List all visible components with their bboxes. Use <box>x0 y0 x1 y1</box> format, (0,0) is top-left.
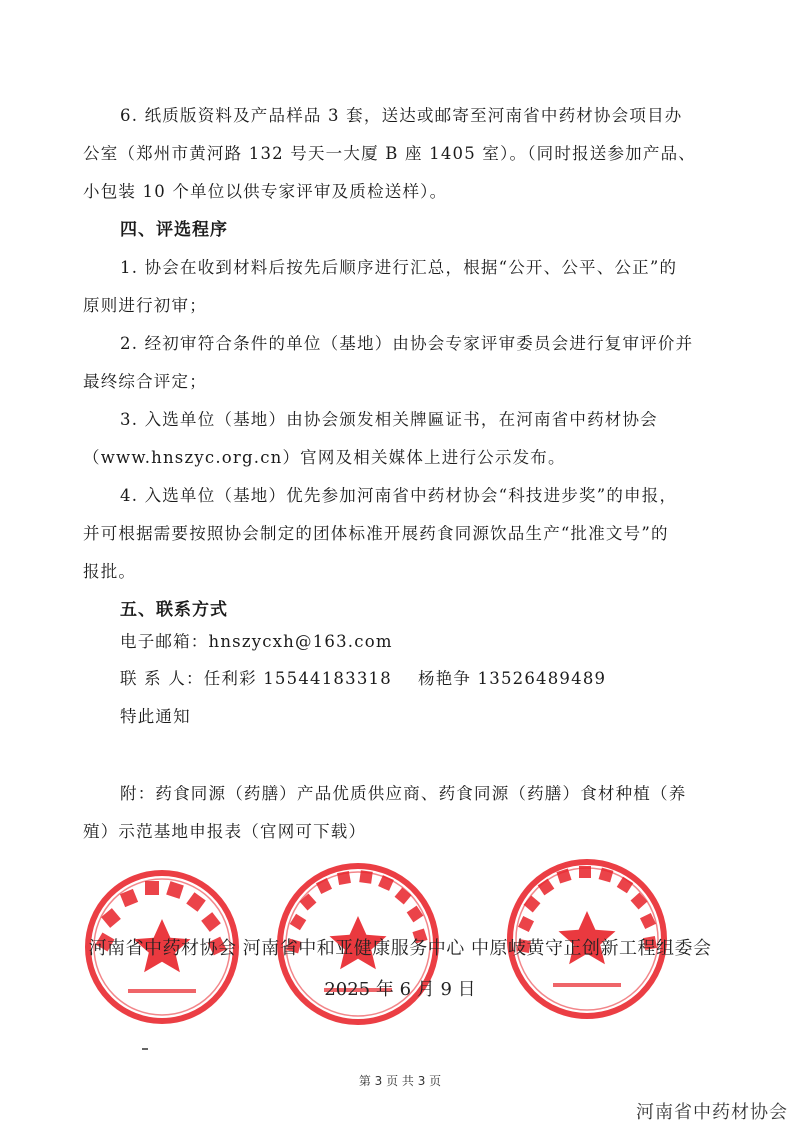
section-4-heading: 四、评选程序 <box>120 220 228 240</box>
item-6-line-3: 小包装 10 个单位以供专家评审及质检送样）。 <box>83 182 448 201</box>
s4-item-4-line-1: 4. 入选单位（基地）优先参加河南省中药材协会“科技进步奖”的申报， <box>120 486 678 505</box>
attachment-line-2: 殖）示范基地申报表（官网可下载） <box>83 822 367 841</box>
attachment-line-1: 附：药食同源（药膳）产品优质供应商、药食同源（药膳）食材种植（养 <box>120 784 687 803</box>
email-line: 电子邮箱：hnszycxh@163.com <box>120 632 393 651</box>
page-number: 第 3 页 共 3 页 <box>358 1074 442 1088</box>
s4-item-1-line-1: 1. 协会在收到材料后按先后顺序进行汇总，根据“公开、公平、公正”的 <box>120 258 678 277</box>
notice-closing: 特此通知 <box>120 707 191 726</box>
watermark-text: 河南省中药材协会 <box>636 1102 788 1123</box>
item-6-line-2: 公室（郑州市黄河路 132 号天一大厦 B 座 1405 室）。（同时报送参加产品、 <box>83 144 696 163</box>
s4-item-4-line-3: 报批。 <box>83 562 137 581</box>
contact-person-1: 联 系 人：任利彩 15544183318 <box>120 669 392 688</box>
issuing-organizations: 河南省中药材协会 河南省中和亚健康服务中心 中原岐黄守正创新工程组委会 <box>88 938 712 959</box>
margin-mark <box>142 1048 148 1050</box>
s4-item-1-line-2: 原则进行初审； <box>83 296 207 315</box>
item-6-line-1: 6. 纸质版资料及产品样品 3 套，送达或邮寄至河南省中药材协会项目办 <box>120 106 683 125</box>
issue-date: 2025 年 6 月 9 日 <box>324 979 476 1000</box>
contact-person-2: 杨艳争 13526489489 <box>418 669 607 688</box>
s4-item-3-line-2: （www.hnszyc.org.cn）官网及相关媒体上进行公示发布。 <box>83 448 566 467</box>
s4-item-2-line-1: 2. 经初审符合条件的单位（基地）由协会专家评审委员会进行复审评价并 <box>120 334 694 353</box>
s4-item-2-line-2: 最终综合评定； <box>83 372 207 391</box>
s4-item-3-line-1: 3. 入选单位（基地）由协会颁发相关牌匾证书，在河南省中药材协会 <box>120 410 658 429</box>
s4-item-4-line-2: 并可根据需要按照协会制定的团体标准开展药食同源饮品生产“批准文号”的 <box>83 524 669 543</box>
section-5-heading: 五、联系方式 <box>120 600 228 620</box>
